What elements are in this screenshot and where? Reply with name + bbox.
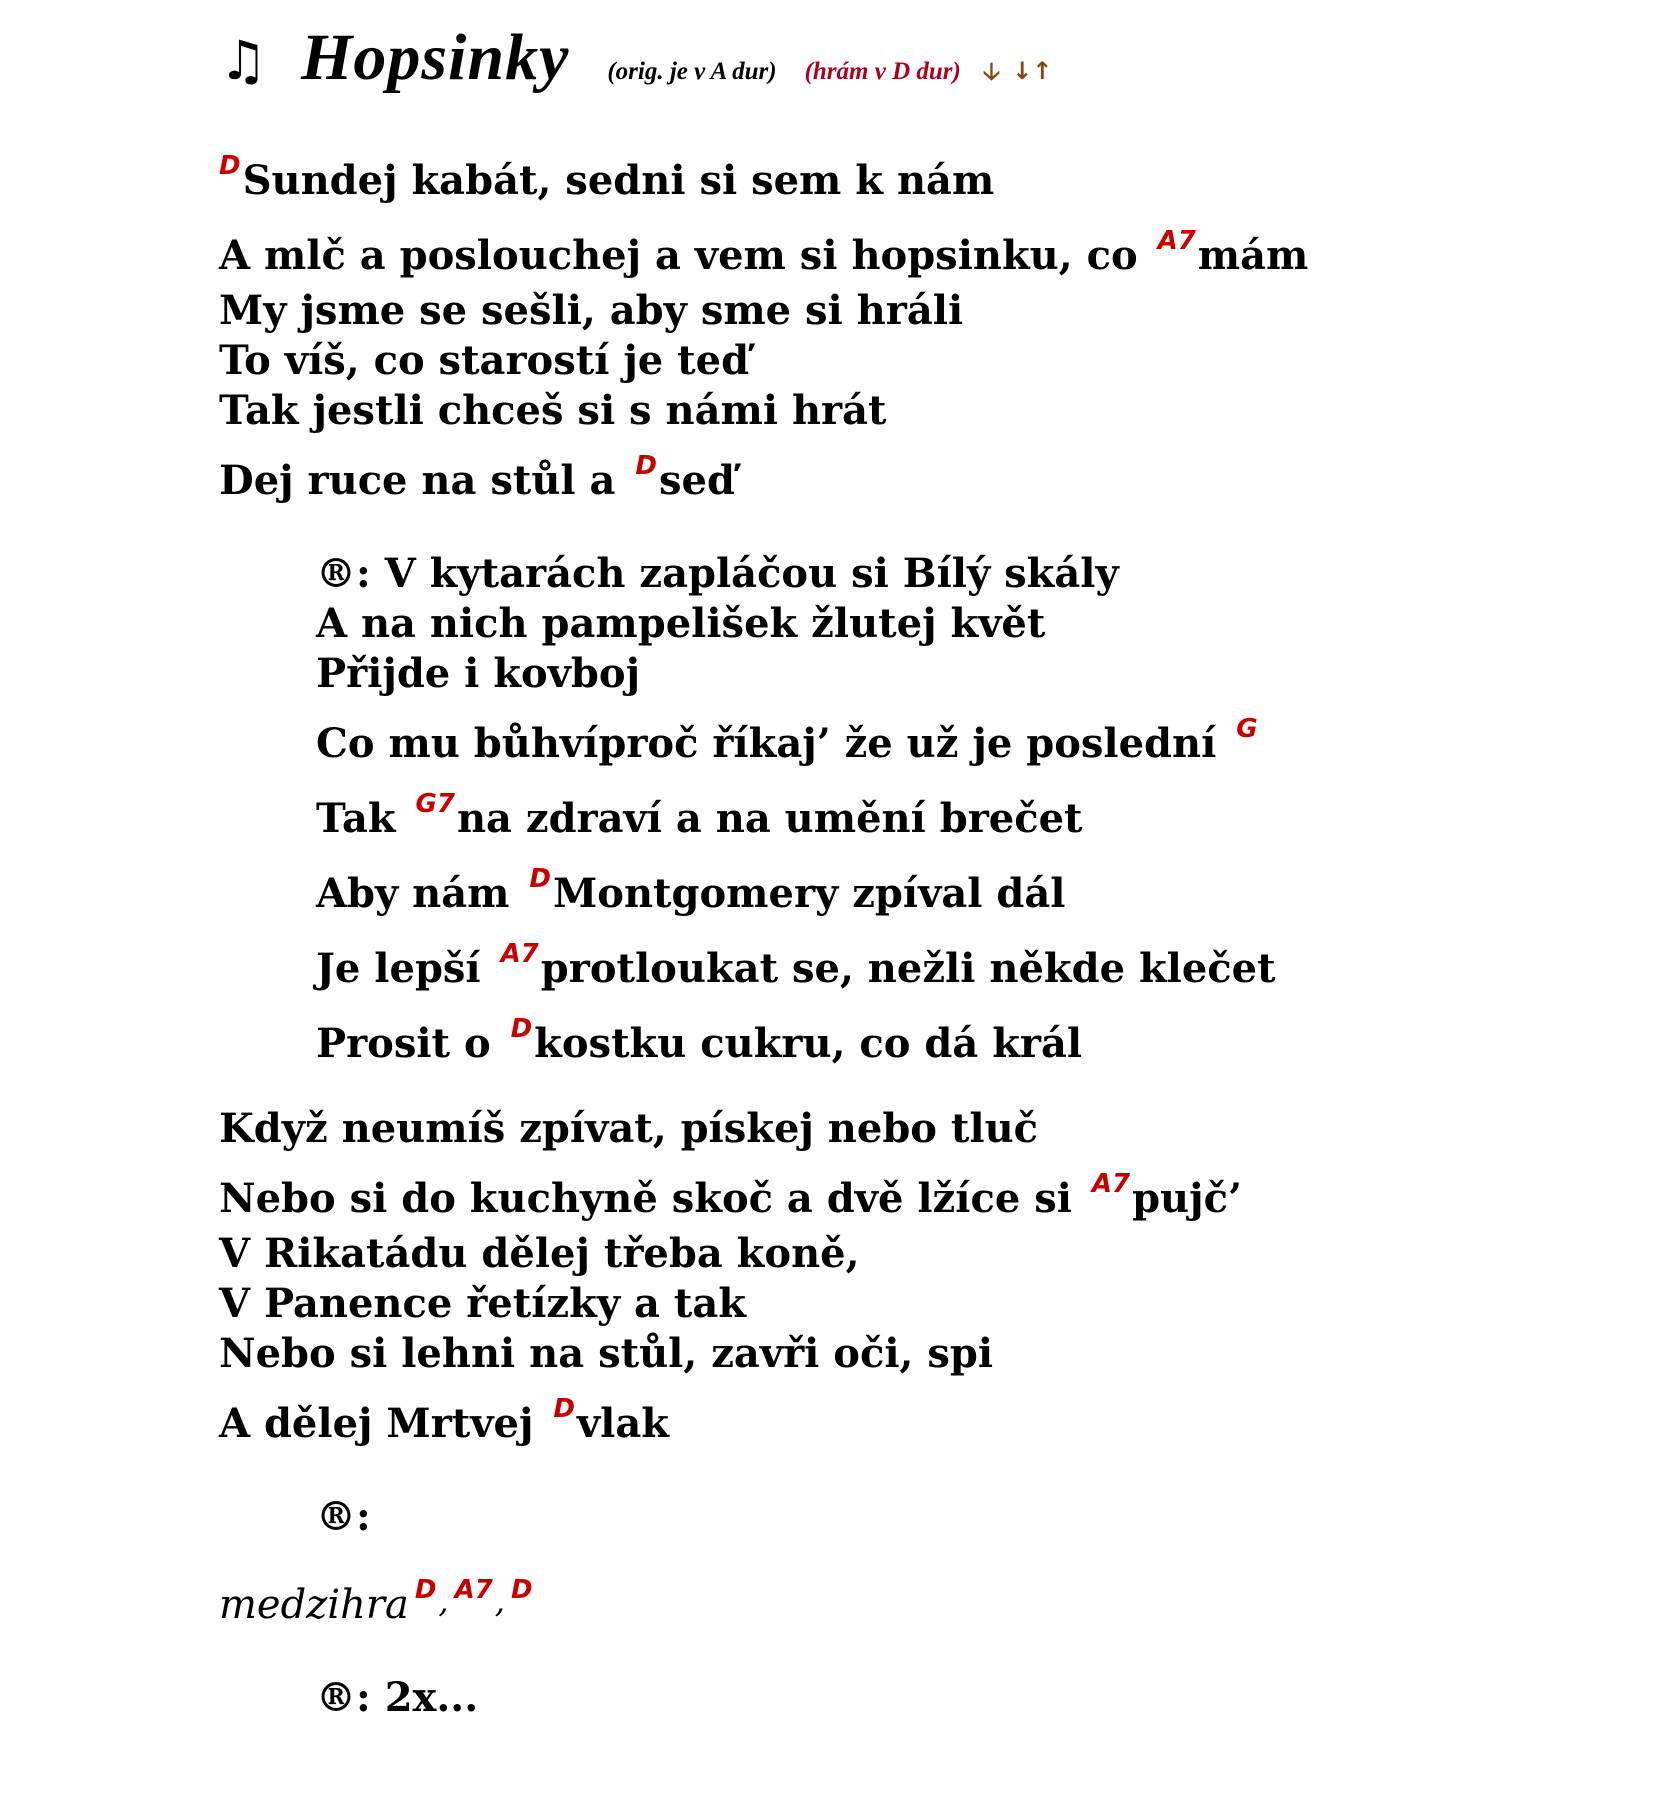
spacer: [219, 511, 1619, 549]
lyric-line: [219, 226, 1619, 286]
chord: A7: [454, 1575, 493, 1605]
lyric-text: A dělej Mrtvej: [219, 1400, 548, 1447]
chorus-repeat-marker: ®: 2x...: [316, 1674, 479, 1721]
lyric-text: Nebo si lehni na stůl, zavři oči, spi: [219, 1330, 994, 1377]
chord-separator: ,: [494, 1582, 505, 1620]
lyric-text: Co mu bůhvíproč říkaj’ že už je poslední: [316, 720, 1231, 767]
chorus-repeat: [219, 1673, 1619, 1723]
lyric-line: [219, 1169, 1619, 1229]
lyric-text: na zdraví a na umění brečet: [456, 795, 1083, 842]
chord: D: [635, 451, 657, 481]
lyric-text: Je lepší: [316, 945, 495, 992]
song-header: [219, 20, 1619, 112]
lyric-line: [219, 864, 1619, 924]
chorus: [219, 549, 1619, 1074]
played-key: (hrám v D dur): [804, 58, 961, 85]
lyric-text: To víš, co starostí je teď: [219, 337, 750, 384]
lyric-text: protloukat se, nežli někde klečet: [540, 945, 1276, 992]
lyric-text: pujč’: [1132, 1175, 1242, 1222]
spacer: [219, 1074, 1619, 1104]
lyric-text: Prosit o: [316, 1020, 505, 1067]
chord: D: [529, 864, 552, 894]
lyric-line: [219, 1394, 1619, 1454]
chord: D: [219, 151, 241, 181]
transpose-down-icon[interactable]: 🡣: [982, 57, 1001, 85]
transpose-reset-icon[interactable]: ↓↑: [1012, 57, 1053, 85]
interlude: [219, 1575, 1619, 1635]
lyric-text: Aby nám: [316, 870, 524, 917]
verse-1: [219, 151, 1619, 511]
verse-2: [219, 1104, 1619, 1454]
lyric-line: [219, 649, 1619, 699]
chord-separator: ,: [438, 1582, 449, 1620]
lyric-text: ®: V kytarách zapláčou si Bílý skály: [316, 550, 1119, 597]
lyric-text: Montgomery zpíval dál: [553, 870, 1066, 917]
original-key: (orig. je v A dur): [607, 58, 777, 85]
chord: D: [510, 1014, 533, 1044]
lyric-text: vlak: [576, 1400, 670, 1447]
lyric-line: [219, 286, 1619, 336]
lyric-text: V Panence řetízky a tak: [219, 1280, 746, 1327]
song-sheet: [219, 20, 1619, 1723]
lyric-text: Tak: [316, 795, 410, 842]
chord: G7: [415, 789, 455, 819]
lyric-line: [219, 1279, 1619, 1329]
lyric-line: [219, 1229, 1619, 1279]
lyric-line: [219, 1014, 1619, 1074]
lyric-text: My jsme se sešli, aby sme si hráli: [219, 287, 964, 334]
lyric-line: [219, 1329, 1619, 1379]
lyric-line: [219, 1104, 1619, 1154]
lyric-text: Nebo si do kuchyně skoč a dvě lžíce si: [219, 1175, 1086, 1222]
lyric-line: [219, 451, 1619, 511]
spacer: [219, 1454, 1619, 1492]
lyric-text: Tak jestli chceš si s námi hrát: [219, 387, 887, 434]
lyric-text: mám: [1197, 232, 1309, 279]
lyric-line: [219, 1673, 1619, 1723]
lyric-text: Sundej kabát, sedni si sem k nám: [242, 157, 995, 204]
lyric-text: Dej ruce na stůl a: [219, 457, 630, 504]
chord: D: [414, 1575, 437, 1605]
lyric-line: [219, 336, 1619, 386]
interlude-label: medzihra: [219, 1582, 409, 1628]
chord: D: [510, 1575, 533, 1605]
lyric-line: [219, 939, 1619, 999]
lyrics: [219, 151, 1619, 1723]
lyric-text: kostku cukru, co dá král: [534, 1020, 1083, 1067]
chord: G: [1236, 714, 1258, 744]
lyric-line: [219, 549, 1619, 599]
lyric-text: seď: [658, 457, 735, 504]
lyric-text: Přijde i kovboj: [316, 650, 641, 697]
lyric-text: A na nich pampelišek žlutej květ: [316, 600, 1046, 647]
chord: A7: [500, 939, 539, 969]
transpose-controls: [983, 54, 1052, 95]
lyric-line: [219, 714, 1619, 774]
lyric-line: [219, 599, 1619, 649]
spacer: [219, 1635, 1619, 1673]
song-title: Hopsinky: [301, 21, 570, 94]
lyric-line: [219, 1492, 1619, 1542]
lyric-text: A mlč a poslouchej a vem si hopsinku, co: [219, 232, 1152, 279]
music-note-icon: ♫: [219, 29, 268, 92]
chord: D: [553, 1394, 575, 1424]
chorus-reference: [219, 1492, 1619, 1542]
chorus-marker: ®:: [316, 1493, 371, 1540]
lyric-line: [219, 151, 1619, 211]
lyric-line: [219, 386, 1619, 436]
lyric-line: [219, 789, 1619, 849]
lyric-text: Když neumíš zpívat, pískej nebo tluč: [219, 1105, 1039, 1152]
chord: A7: [1091, 1169, 1131, 1199]
lyric-text: V Rikatádu dělej třeba koně,: [219, 1230, 860, 1277]
chord: A7: [1157, 226, 1196, 256]
